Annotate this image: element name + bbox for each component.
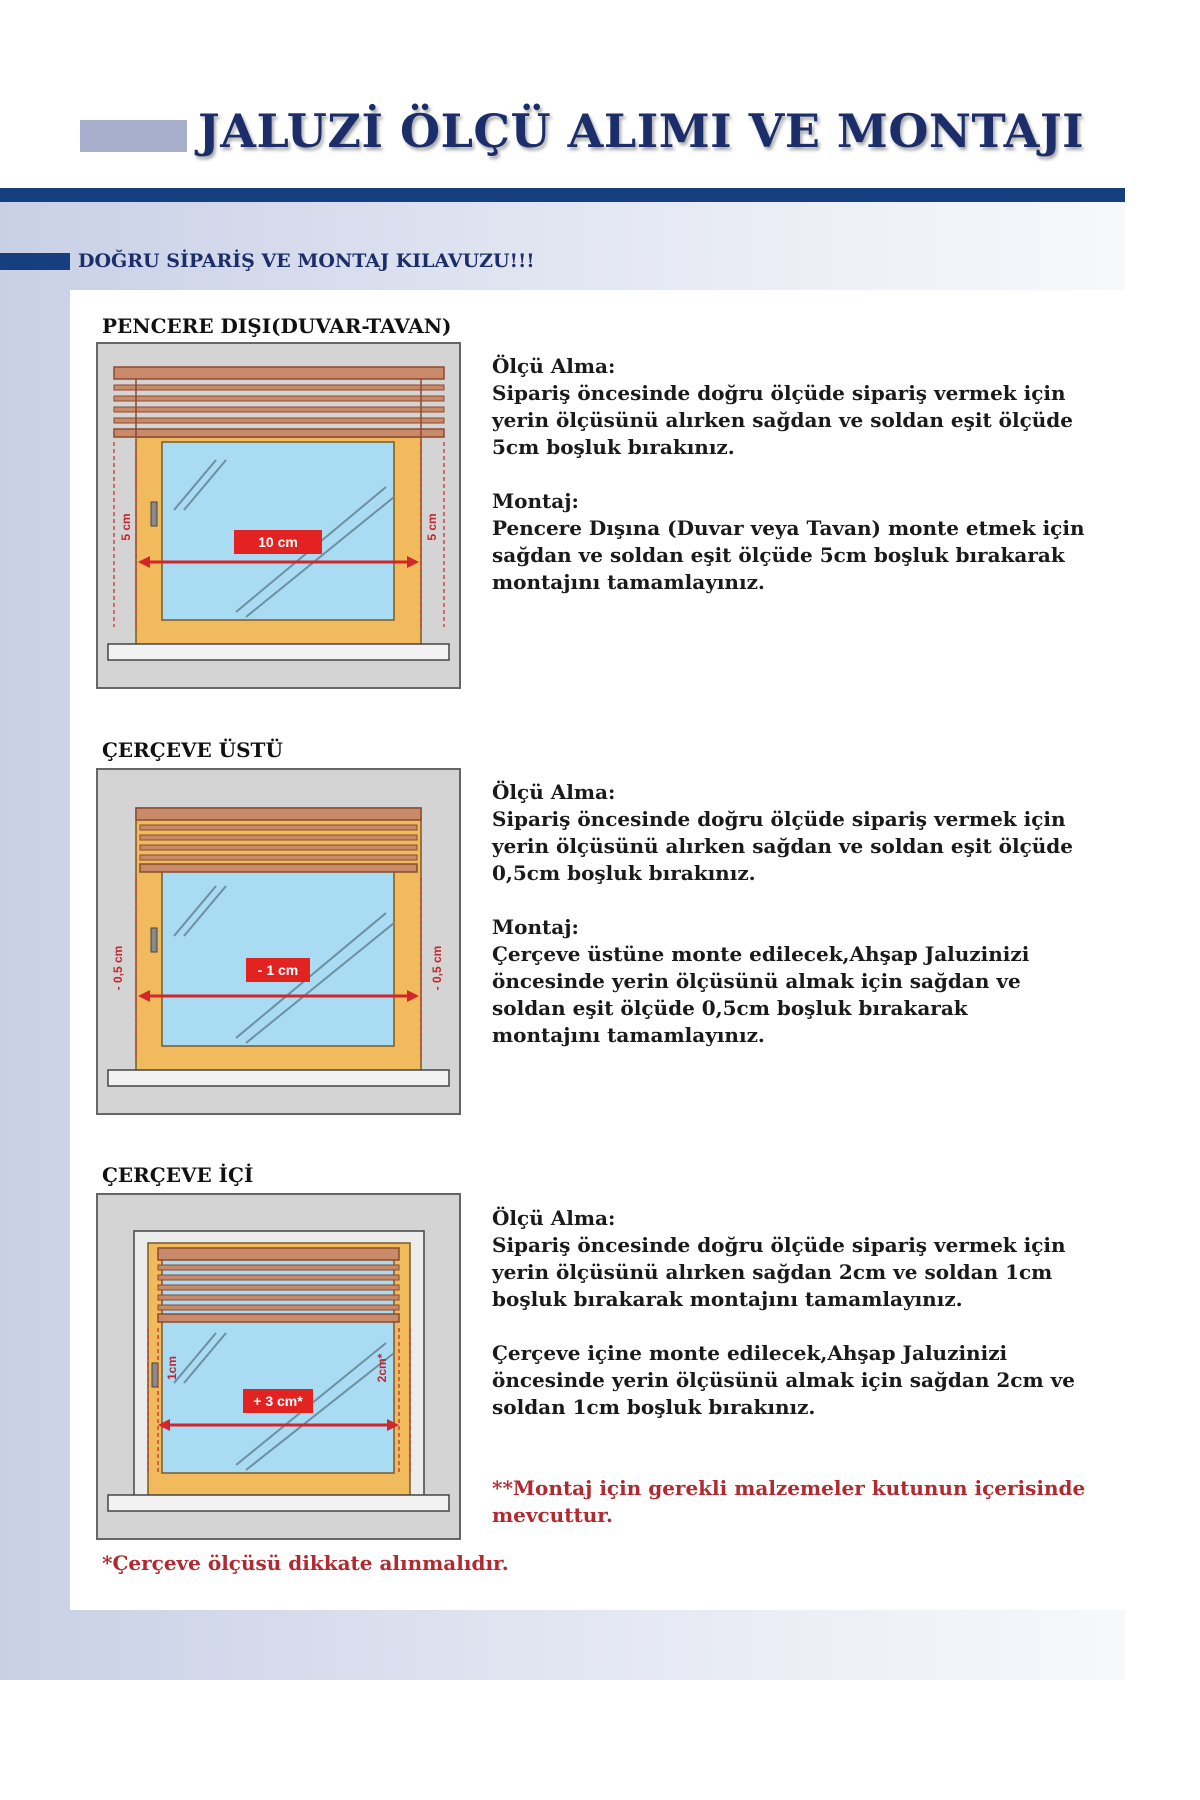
section-heading-on-frame: ÇERÇEVE ÜSTÜ (102, 738, 283, 762)
mount-line: sağdan ve soldan eşit ölçüde 5cm boşluk bırakarak (492, 543, 1065, 567)
measure-title: Ölçü Alma: (492, 1206, 616, 1230)
blind-bottomrail (114, 429, 444, 437)
page-title: JALUZİ ÖLÇÜ ALIMI VE MONTAJI (198, 104, 1085, 158)
mount-line: Pencere Dışına (Duvar veya Tavan) monte etmek için (492, 516, 1085, 540)
right-gap-label: 2cm* (375, 1353, 389, 1383)
mount-line: montajını tamamlayınız. (492, 1023, 765, 1047)
mount-line: montajını tamamlayınız. (492, 570, 765, 594)
subtitle-accent-bar (0, 253, 70, 270)
frame-size-footnote: *Çerçeve ölçüsü dikkate alınmalıdır. (102, 1551, 509, 1575)
mount-line: Çerçeve içine monte edilecek,Ahşap Jaluzinizi (492, 1341, 1008, 1365)
window-handle (151, 502, 157, 526)
mount-line: soldan 1cm boşluk bırakınız. (492, 1395, 816, 1419)
window-glass (162, 868, 394, 1046)
window-sill (108, 1495, 449, 1511)
right-gap-label: 5 cm (425, 513, 439, 541)
mount-line: öncesinde yerin ölçüsünü almak için sağdan 2cm ve (492, 1368, 1075, 1392)
mount-title: Montaj: (492, 489, 579, 513)
title-accent-bar (80, 120, 187, 152)
measure-title: Ölçü Alma: (492, 780, 616, 804)
title-divider (0, 188, 1125, 202)
measure-line: yerin ölçüsünü alırken sağdan 2cm ve soldan 1cm (492, 1260, 1053, 1284)
diagram-inside-frame-mount (96, 1193, 461, 1540)
measure-line: Sipariş öncesinde doğru ölçüde sipariş vermek için (492, 1233, 1066, 1257)
measure-line: 0,5cm boşluk bırakınız. (492, 861, 756, 885)
center-label: 10 cm (258, 534, 298, 550)
measure-line: yerin ölçüsünü alırken sağdan ve soldan eşit ölçüde (492, 408, 1074, 432)
window-handle (151, 928, 157, 952)
diagram-outside-mount (96, 342, 461, 689)
measure-line: Sipariş öncesinde doğru ölçüde sipariş vermek için (492, 807, 1066, 831)
section-text-on-frame (492, 779, 1092, 1049)
blind-headrail (114, 367, 444, 379)
section-text-outside (492, 353, 1092, 596)
section-heading-inside-frame: ÇERÇEVE İÇİ (102, 1163, 254, 1187)
window-handle (152, 1363, 158, 1387)
blind-bottomrail (140, 864, 417, 872)
window-sill (108, 1070, 449, 1086)
measure-line: yerin ölçüsünü alırken sağdan ve soldan eşit ölçüde (492, 834, 1074, 858)
window-sill (108, 644, 449, 660)
left-gap-label: 5 cm (119, 513, 133, 541)
blind-headrail (158, 1248, 399, 1260)
measure-line: 5cm boşluk bırakınız. (492, 435, 735, 459)
left-gap-label: 1cm (165, 1355, 179, 1381)
page-subtitle: DOĞRU SİPARİŞ VE MONTAJ KILAVUZU!!! (78, 250, 535, 272)
center-label: + 3 cm* (253, 1393, 303, 1409)
left-gap-label: - 0,5 cm (111, 945, 125, 991)
measure-line: Sipariş öncesinde doğru ölçüde sipariş vermek için (492, 381, 1066, 405)
measure-title: Ölçü Alma: (492, 354, 616, 378)
section-text-inside-frame (492, 1205, 1092, 1529)
right-gap-label: - 0,5 cm (430, 945, 444, 991)
mount-line: öncesinde yerin ölçüsünü almak için sağdan ve (492, 969, 1021, 993)
diagram-on-frame-mount (96, 768, 461, 1115)
mount-title: Montaj: (492, 915, 579, 939)
blind-bottomrail (158, 1314, 399, 1322)
center-label: - 1 cm (257, 962, 299, 978)
materials-note-line: **Montaj için gerekli malzemeler kutunun içerisinde (492, 1476, 1086, 1500)
section-heading-outside: PENCERE DIŞI(DUVAR-TAVAN) (102, 314, 452, 338)
mount-line: Çerçeve üstüne monte edilecek,Ahşap Jaluzinizi (492, 942, 1030, 966)
materials-note-line: mevcuttur. (492, 1503, 613, 1527)
blind-headrail (136, 808, 421, 820)
mount-line: soldan eşit ölçüde 0,5cm boşluk bırakarak (492, 996, 968, 1020)
measure-line: boşluk bırakarak montajını tamamlayınız. (492, 1287, 963, 1311)
